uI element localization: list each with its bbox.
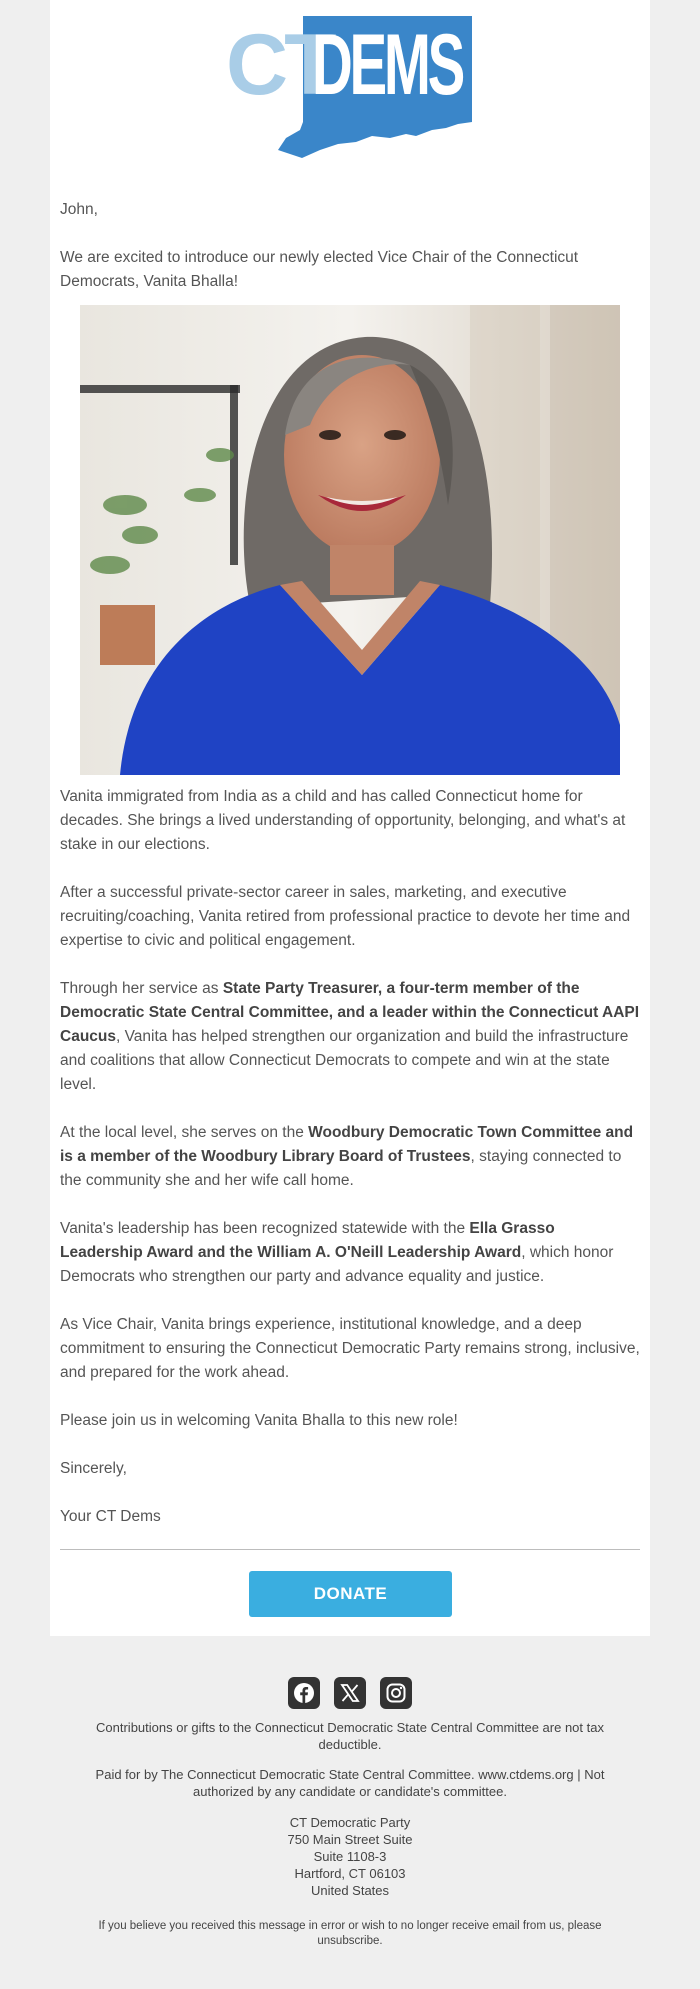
greeting: John, [60,201,98,218]
logo-ct-text: CT [226,17,333,113]
address-city: Hartford, CT 06103 [294,1866,406,1881]
tax-note: Contributions or gifts to the Connecticut Democratic State Central Committee are not tax deductible. [96,1720,604,1752]
paragraph-background: Vanita immigrated from India as a child and has called Connecticut home for decades. She brings a lived understanding of opportunity, belonging, and what's at stake in our elections. [60,788,626,853]
vanita-bhalla-photo [80,305,620,775]
paragraph-vice-chair: As Vice Chair, Vanita brings experience, institutional knowledge, and a deep commitment to ensuring the Connecticut Democratic Party remains strong, inclusive, and prepared for the work ahead. [60,1316,640,1381]
address-line1: 750 Main Street Suite [287,1832,413,1847]
paragraph-awards: Vanita's leadership has been recognized statewide with the Ella Grasso Leadership Award and the William A. O'Neill Leadership Award, which honor Democrats who strengthen our party and advance equality and justice. [60,1220,614,1285]
ct-dems-logo-graphic [220,12,480,158]
ct-dems-logo[interactable] [50,12,650,158]
address-country: United States [310,1883,390,1898]
x-icon[interactable] [334,1677,366,1709]
instagram-icon[interactable] [380,1677,412,1709]
address-line2: Suite 1108-3 [313,1849,387,1864]
paragraph-welcome: Please join us in welcoming Vanita Bhalla to this new role! [60,1412,458,1429]
paragraph-career: After a successful private-sector career in sales, marketing, and executive recruiting/coaching, Vanita retired from professional practice to devote her time and expertise to civic and political engagement. [60,884,631,949]
unsubscribe-note[interactable]: If you believe you received this message in error or wish to no longer receive email from us, please unsubscribe. [98,1920,602,1947]
paid-for-note: Paid for by The Connecticut Democratic State Central Committee. www.ctdems.org | Not authorized by any candidate or candidate's committee. [95,1767,605,1799]
paragraph-service: Through her service as State Party Treasurer, a four-term member of the Democratic State Central Committee, and a leader within the Connecticut AAPI Caucus, Vanita has helped strengthen our organization and build the infrastructure and coalitions that allow Connecticut Democrats to compete and win at the state level. [60,980,640,1093]
mailing-address [70,1814,630,1899]
local-roles-bold: Woodbury Democratic Town Committee and is a member of the Woodbury Library Board of Trustees [60,1124,634,1165]
email-card [50,0,650,1636]
address-org: CT Democratic Party [289,1815,411,1830]
awards-bold: Ella Grasso Leadership Award and the William A. O'Neill Leadership Award [60,1220,555,1261]
divider [60,1549,640,1550]
service-roles-bold: State Party Treasurer, a four-term member of the Democratic State Central Committee, and a leader within the Connecticut AAPI Caucus [60,980,640,1045]
social-links [288,1677,412,1709]
facebook-icon[interactable] [288,1677,320,1709]
signature: Your CT Dems [60,1508,161,1525]
donate-button[interactable]: DONATE [249,1571,452,1617]
paragraph-local: At the local level, she serves on the Woodbury Democratic Town Committee and is a member of the Woodbury Library Board of Trustees, staying connected to the community she and her wife call home. [60,1124,634,1189]
logo-dems-text: DEMS [312,17,464,113]
signoff: Sincerely, [60,1460,127,1477]
intro-paragraph: We are excited to introduce our newly elected Vice Chair of the Connecticut Democrats, Vanita Bhalla! [60,249,579,290]
